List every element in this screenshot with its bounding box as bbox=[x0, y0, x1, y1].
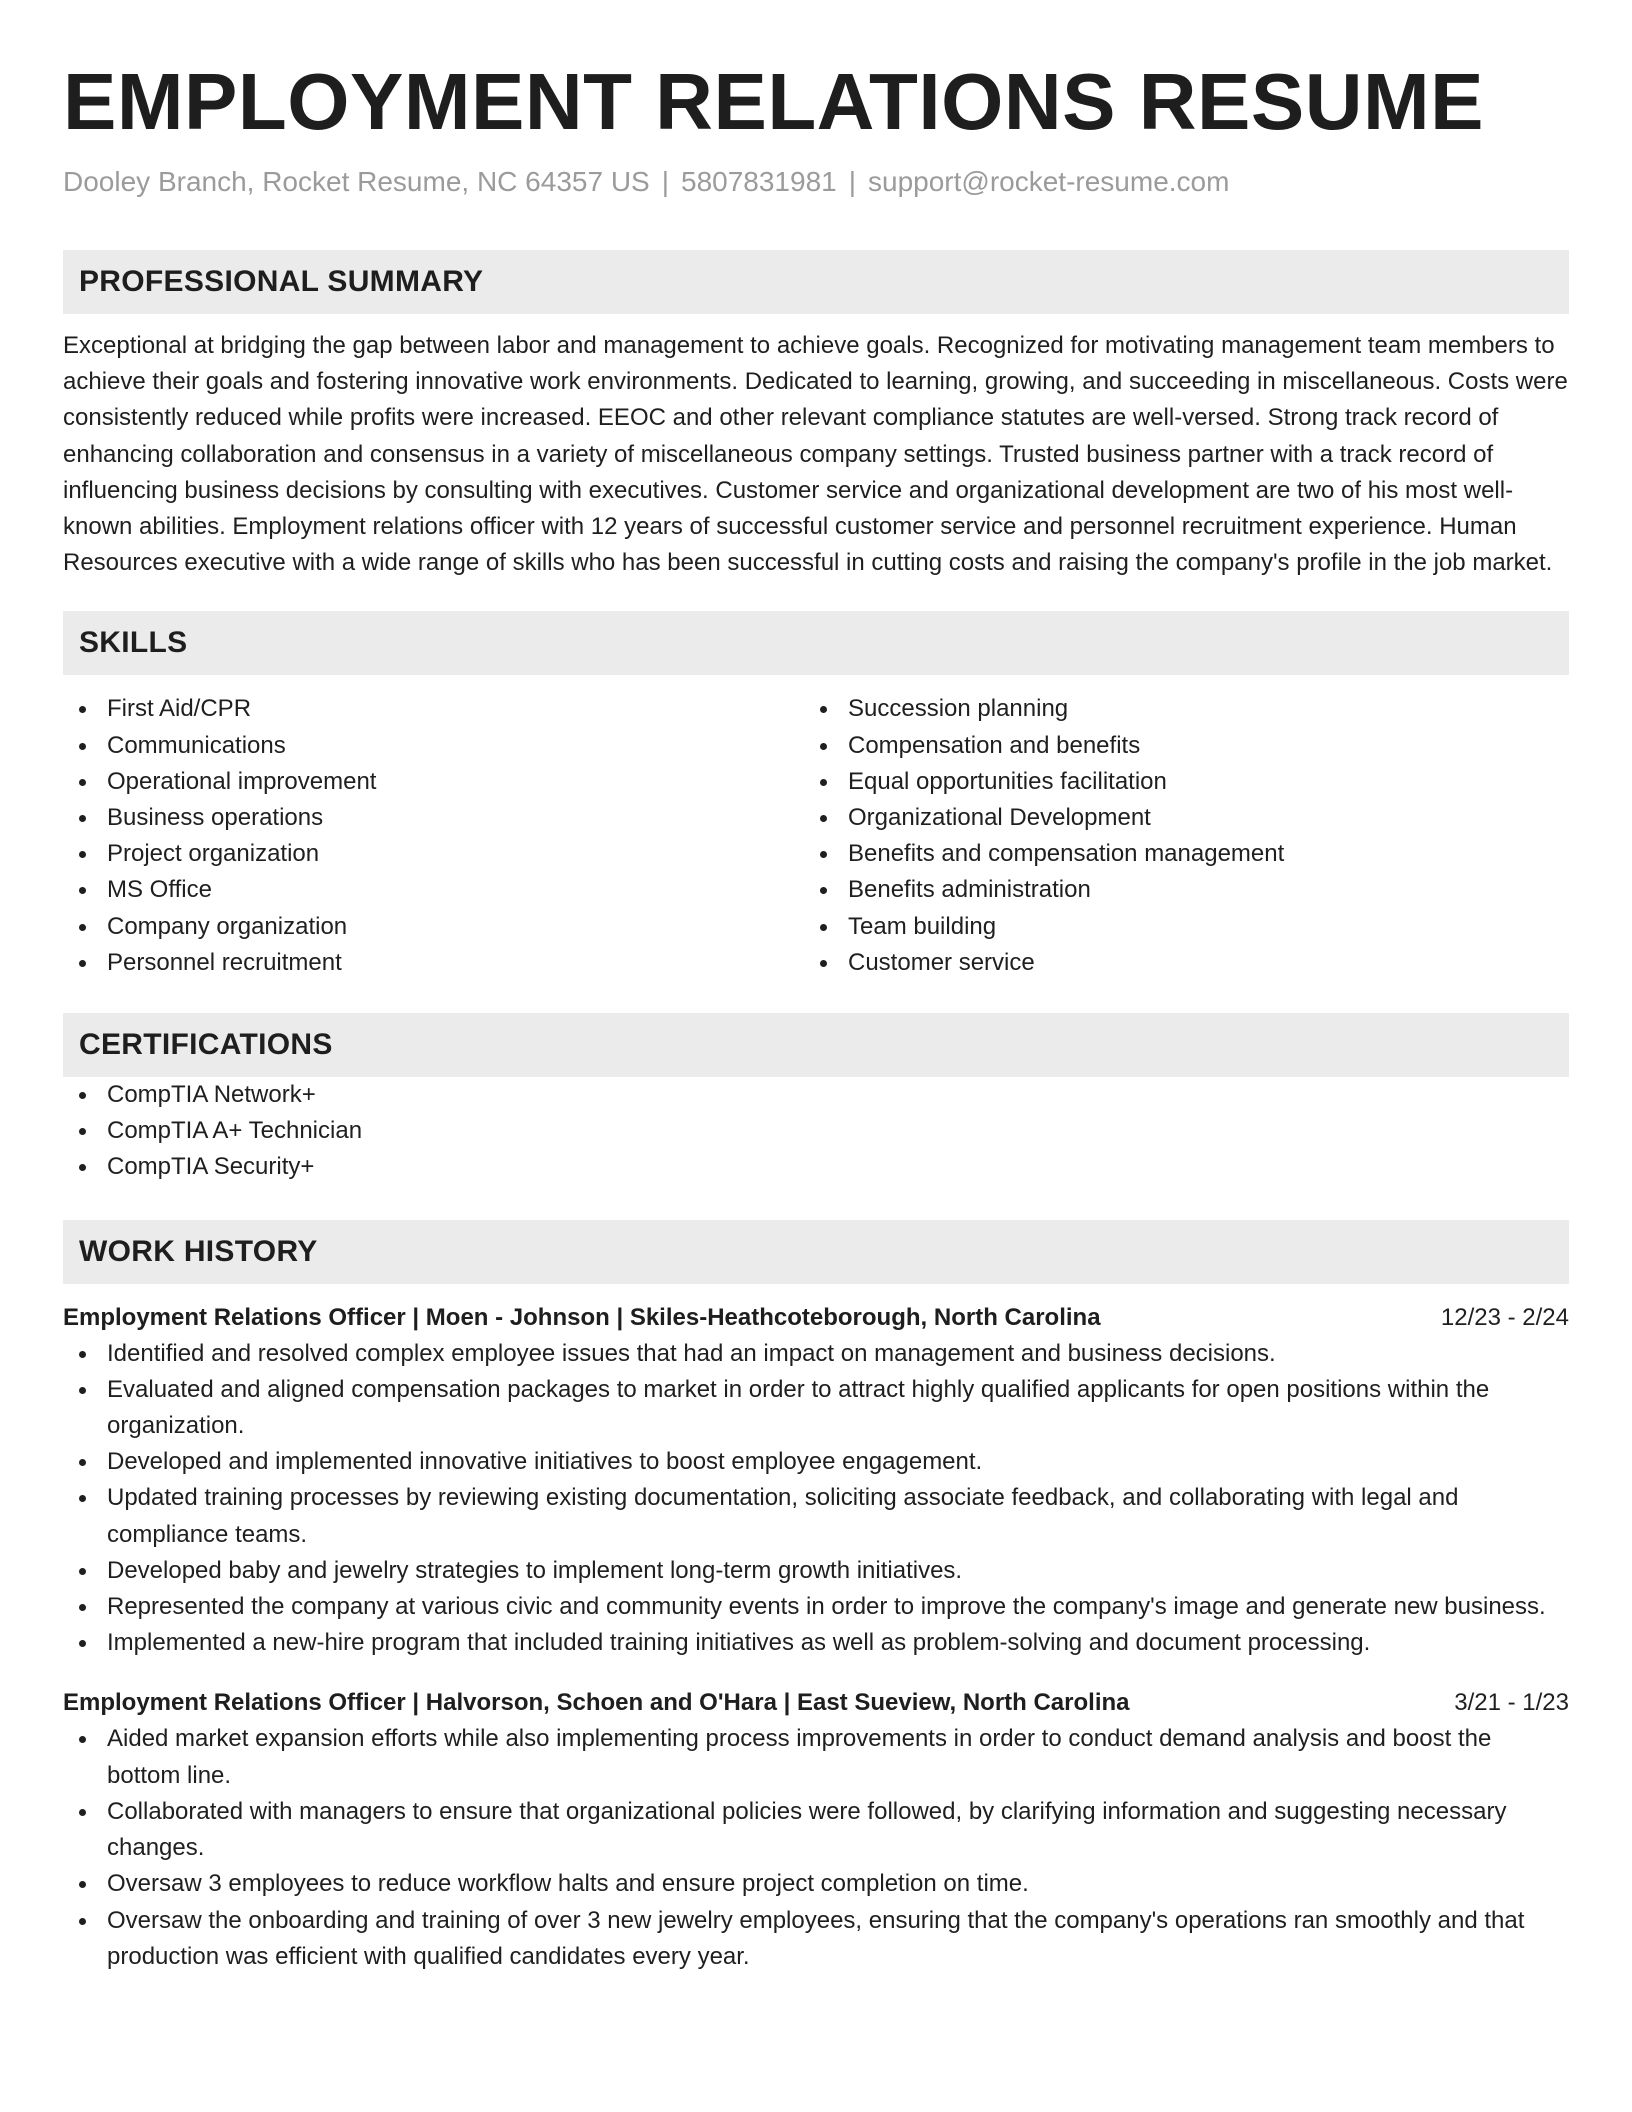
skill-item: Communications bbox=[63, 728, 804, 764]
job-bullets bbox=[63, 1721, 1569, 1974]
summary-text: Exceptional at bridging the gap between labor and management to achieve goals. Recognized for motivating management team members to achieve their goals and fostering innovative work environments. Dedicated to learning, growing, and succeeding in miscellaneous. Costs were consistently reduced while profits were increased. EEOC and other relevant compliance statutes are well-versed. Strong track record of enhancing collaboration and consensus in a variety of miscellaneous company settings. Trusted business partner with a track record of influencing business decisions by consulting with executives. Customer service and organizational development are two of his most well-known abilities. Employment relations officer with 12 years of successful customer service and personnel recruitment experience. Human Resources executive with a wide range of skills who has been successful in cutting costs and raising the company's profile in the job market. bbox=[63, 332, 1568, 577]
job-bullet: Developed and implemented innovative initiatives to boost employee engagement. bbox=[63, 1444, 1569, 1480]
skills-left-column bbox=[63, 691, 804, 981]
certifications-list bbox=[63, 1077, 1569, 1186]
contact-separator: | bbox=[661, 166, 669, 197]
job-dates: 12/23 - 2/24 bbox=[1440, 1303, 1569, 1331]
skill-item: Compensation and benefits bbox=[804, 728, 1545, 764]
certification-item: CompTIA Security+ bbox=[63, 1149, 1569, 1185]
job-title: Employment Relations Officer | Halvorson, Schoen and O'Hara | East Sueview, North Carolina bbox=[63, 1689, 1130, 1717]
job-bullet: Evaluated and aligned compensation packages to market in order to attract highly qualified applicants for open positions within the organization. bbox=[63, 1372, 1569, 1444]
contact-address: Dooley Branch, Rocket Resume, NC 64357 US bbox=[63, 166, 650, 197]
job-header bbox=[63, 1685, 1569, 1721]
resume-title: EMPLOYMENT RELATIONS RESUME bbox=[63, 57, 1484, 146]
skill-item: Equal opportunities facilitation bbox=[804, 764, 1545, 800]
job-bullet: Oversaw 3 employees to reduce workflow halts and ensure project completion on time. bbox=[63, 1866, 1569, 1902]
skills-heading: SKILLS bbox=[63, 611, 1569, 675]
job-bullet: Represented the company at various civic and community events in order to improve the company's image and generate new business. bbox=[63, 1589, 1569, 1625]
job-bullet: Aided market expansion efforts while also implementing process improvements in order to conduct demand analysis and boost the bottom line. bbox=[63, 1721, 1569, 1793]
work-history-heading: WORK HISTORY bbox=[63, 1220, 1569, 1284]
skill-item: Customer service bbox=[804, 945, 1545, 981]
certification-item: CompTIA A+ Technician bbox=[63, 1113, 1569, 1149]
certification-item: CompTIA Network+ bbox=[63, 1077, 1569, 1113]
contact-separator: | bbox=[848, 166, 857, 197]
job-bullet: Developed baby and jewelry strategies to implement long-term growth initiatives. bbox=[63, 1553, 1569, 1589]
skill-item: Succession planning bbox=[804, 691, 1545, 727]
skill-item: Organizational Development bbox=[804, 800, 1545, 836]
skills-right-column bbox=[804, 691, 1545, 981]
job-bullet: Oversaw the onboarding and training of over 3 new jewelry employees, ensuring that the company's operations ran smoothly and that production was efficient with qualified candidates every year. bbox=[63, 1903, 1569, 1975]
contact-line bbox=[63, 164, 1569, 200]
job-dates: 3/21 - 1/23 bbox=[1454, 1689, 1569, 1717]
skill-item: Benefits administration bbox=[804, 872, 1545, 908]
contact-email: support@rocket-resume.com bbox=[868, 166, 1230, 197]
skill-item: Company organization bbox=[63, 909, 804, 945]
skill-item: Business operations bbox=[63, 800, 804, 836]
job-header bbox=[63, 1300, 1569, 1336]
contact-phone: 5807831981 bbox=[681, 166, 837, 197]
job-bullet: Collaborated with managers to ensure that organizational policies were followed, by clarifying information and suggesting necessary changes. bbox=[63, 1794, 1569, 1866]
skill-item: Team building bbox=[804, 909, 1545, 945]
skill-item: Benefits and compensation management bbox=[804, 836, 1545, 872]
summary-heading: PROFESSIONAL SUMMARY bbox=[63, 250, 1569, 314]
job-bullets bbox=[63, 1336, 1569, 1662]
skill-item: Personnel recruitment bbox=[63, 945, 804, 981]
skill-item: MS Office bbox=[63, 872, 804, 908]
job-title: Employment Relations Officer | Moen - Johnson | Skiles-Heathcoteborough, North Carolina bbox=[63, 1303, 1101, 1331]
skill-item: First Aid/CPR bbox=[63, 691, 804, 727]
skills-grid bbox=[63, 691, 1569, 981]
job-bullet: Implemented a new-hire program that included training initiatives as well as problem-solving and document processing. bbox=[63, 1625, 1569, 1661]
job-bullet: Identified and resolved complex employee issues that had an impact on management and business decisions. bbox=[63, 1336, 1569, 1372]
skill-item: Project organization bbox=[63, 836, 804, 872]
skill-item: Operational improvement bbox=[63, 764, 804, 800]
certifications-heading: CERTIFICATIONS bbox=[63, 1013, 1569, 1077]
job-bullet: Updated training processes by reviewing existing documentation, soliciting associate feedback, and collaborating with legal and compliance teams. bbox=[63, 1480, 1569, 1552]
